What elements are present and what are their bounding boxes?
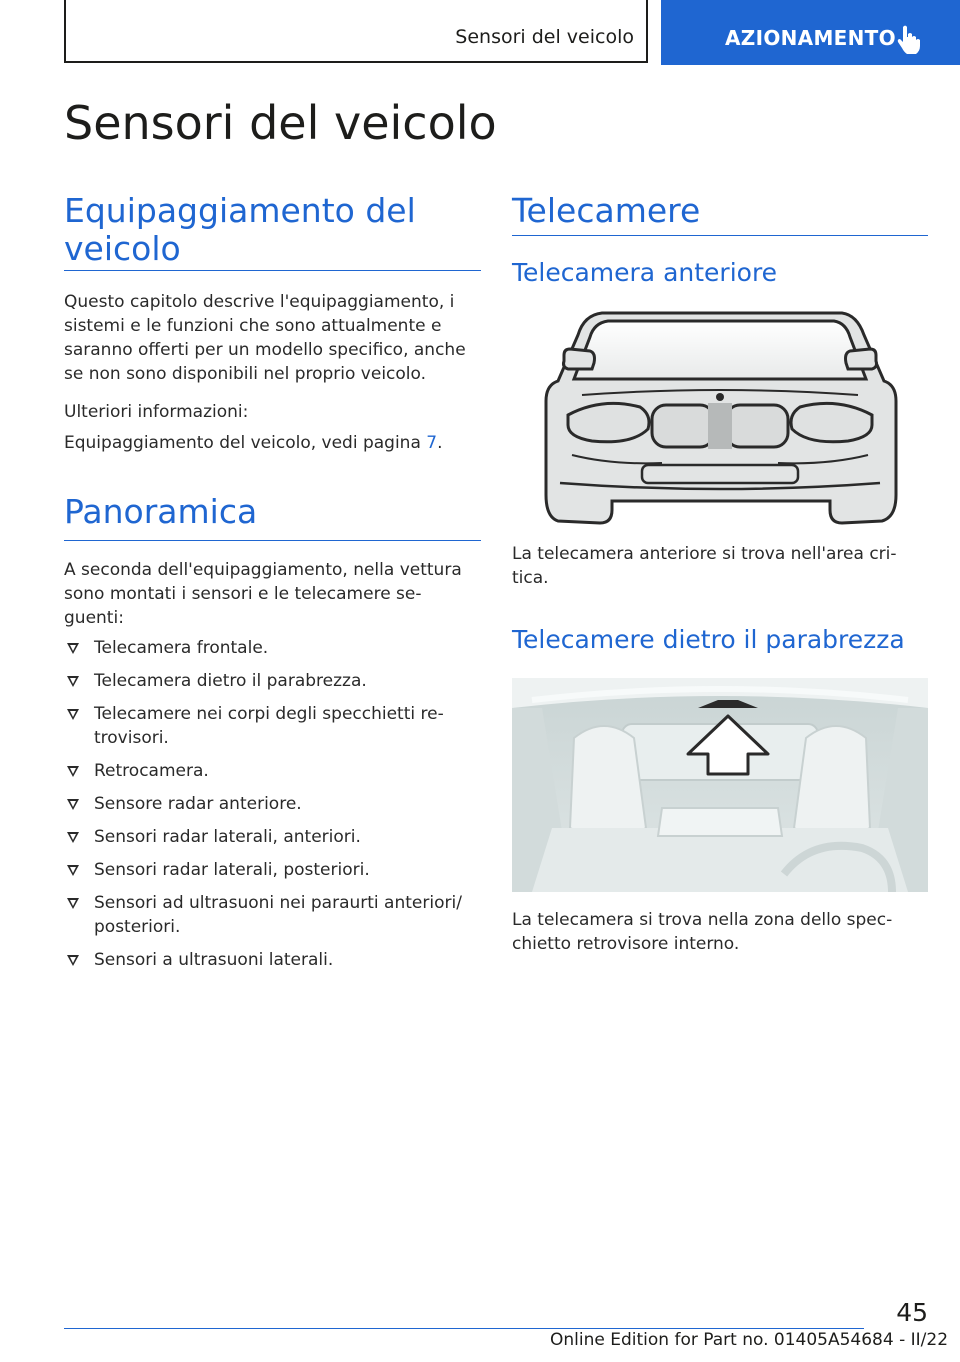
page-number: 45 — [896, 1298, 928, 1327]
section-rule — [64, 540, 481, 541]
list-item: Telecamere nei corpi degli specchietti re- trovisori. — [64, 702, 481, 750]
sensor-list — [64, 636, 481, 972]
subsection-title-windshield-cameras: Telecamere dietro il parabrezza — [512, 625, 905, 654]
header-frame — [64, 0, 648, 63]
caption-windshield-camera: La telecamera si trova nella zona dello spec- chietto retrovisore interno. — [512, 910, 893, 954]
paragraph-overview: A seconda dell'equipaggiamento, nella vettura sono montati i sensori e le telecamere se- guenti: — [64, 560, 462, 628]
bullet-triangle-icon — [67, 676, 79, 687]
page-title: Sensori del veicolo — [64, 96, 497, 150]
front-camera-car-illustration — [512, 305, 928, 530]
footer-edition: Online Edition for Part no. 01405A54684 - II/22 — [550, 1330, 949, 1350]
section-title-equipment: Equipaggiamento del veicolo — [64, 191, 416, 268]
bullet-triangle-icon — [67, 643, 79, 654]
footer-rule — [64, 1328, 864, 1329]
paragraph-equipment: Questo capitolo descrive l'equipaggiamento, i sistemi e le funzioni che sono attualmente e saranno offerti per un modello specifico, anche se non sono disponibili nel proprio veicolo. — [64, 292, 466, 384]
list-item: Sensori radar laterali, anteriori. — [64, 825, 481, 849]
list-item: Telecamera frontale. — [64, 636, 481, 660]
page-link[interactable]: 7 — [426, 433, 438, 453]
reference-text: Equipaggiamento del veicolo, vedi pagina — [64, 433, 427, 453]
paragraph-reference — [64, 431, 481, 455]
bullet-triangle-icon — [67, 766, 79, 777]
list-item: Retrocamera. — [64, 759, 481, 783]
header-section-title: Sensori del veicolo — [455, 26, 634, 48]
list-item: Sensore radar anteriore. — [64, 792, 481, 816]
windshield-camera-illustration — [512, 678, 928, 892]
bullet-triangle-icon — [67, 832, 79, 843]
pointing-hand-icon — [895, 24, 923, 54]
bullet-triangle-icon — [67, 898, 79, 909]
caption-front-camera: La telecamera anteriore si trova nell'area cri- tica. — [512, 544, 897, 588]
subsection-title-front-camera: Telecamera anteriore — [512, 258, 778, 287]
bullet-triangle-icon — [67, 865, 79, 876]
section-rule — [512, 235, 928, 236]
list-item: Sensori ad ultrasuoni nei paraurti anteriori/ posteriori. — [64, 891, 481, 939]
list-item: Telecamera dietro il parabrezza. — [64, 669, 481, 693]
header-chapter-tab[interactable] — [661, 0, 960, 65]
list-item: Sensori radar laterali, posteriori. — [64, 858, 481, 882]
reference-end: . — [437, 433, 443, 453]
list-item: Sensori a ultrasuoni laterali. — [64, 948, 481, 972]
bullet-triangle-icon — [67, 799, 79, 810]
paragraph-more-info: Ulteriori informazioni: — [64, 402, 249, 422]
section-title-cameras: Telecamere — [512, 191, 701, 230]
section-rule — [64, 270, 481, 271]
bullet-triangle-icon — [67, 955, 79, 966]
section-title-overview: Panoramica — [64, 492, 258, 531]
bullet-triangle-icon — [67, 709, 79, 720]
header-chapter-label: AZIONAMENTO — [725, 26, 896, 50]
